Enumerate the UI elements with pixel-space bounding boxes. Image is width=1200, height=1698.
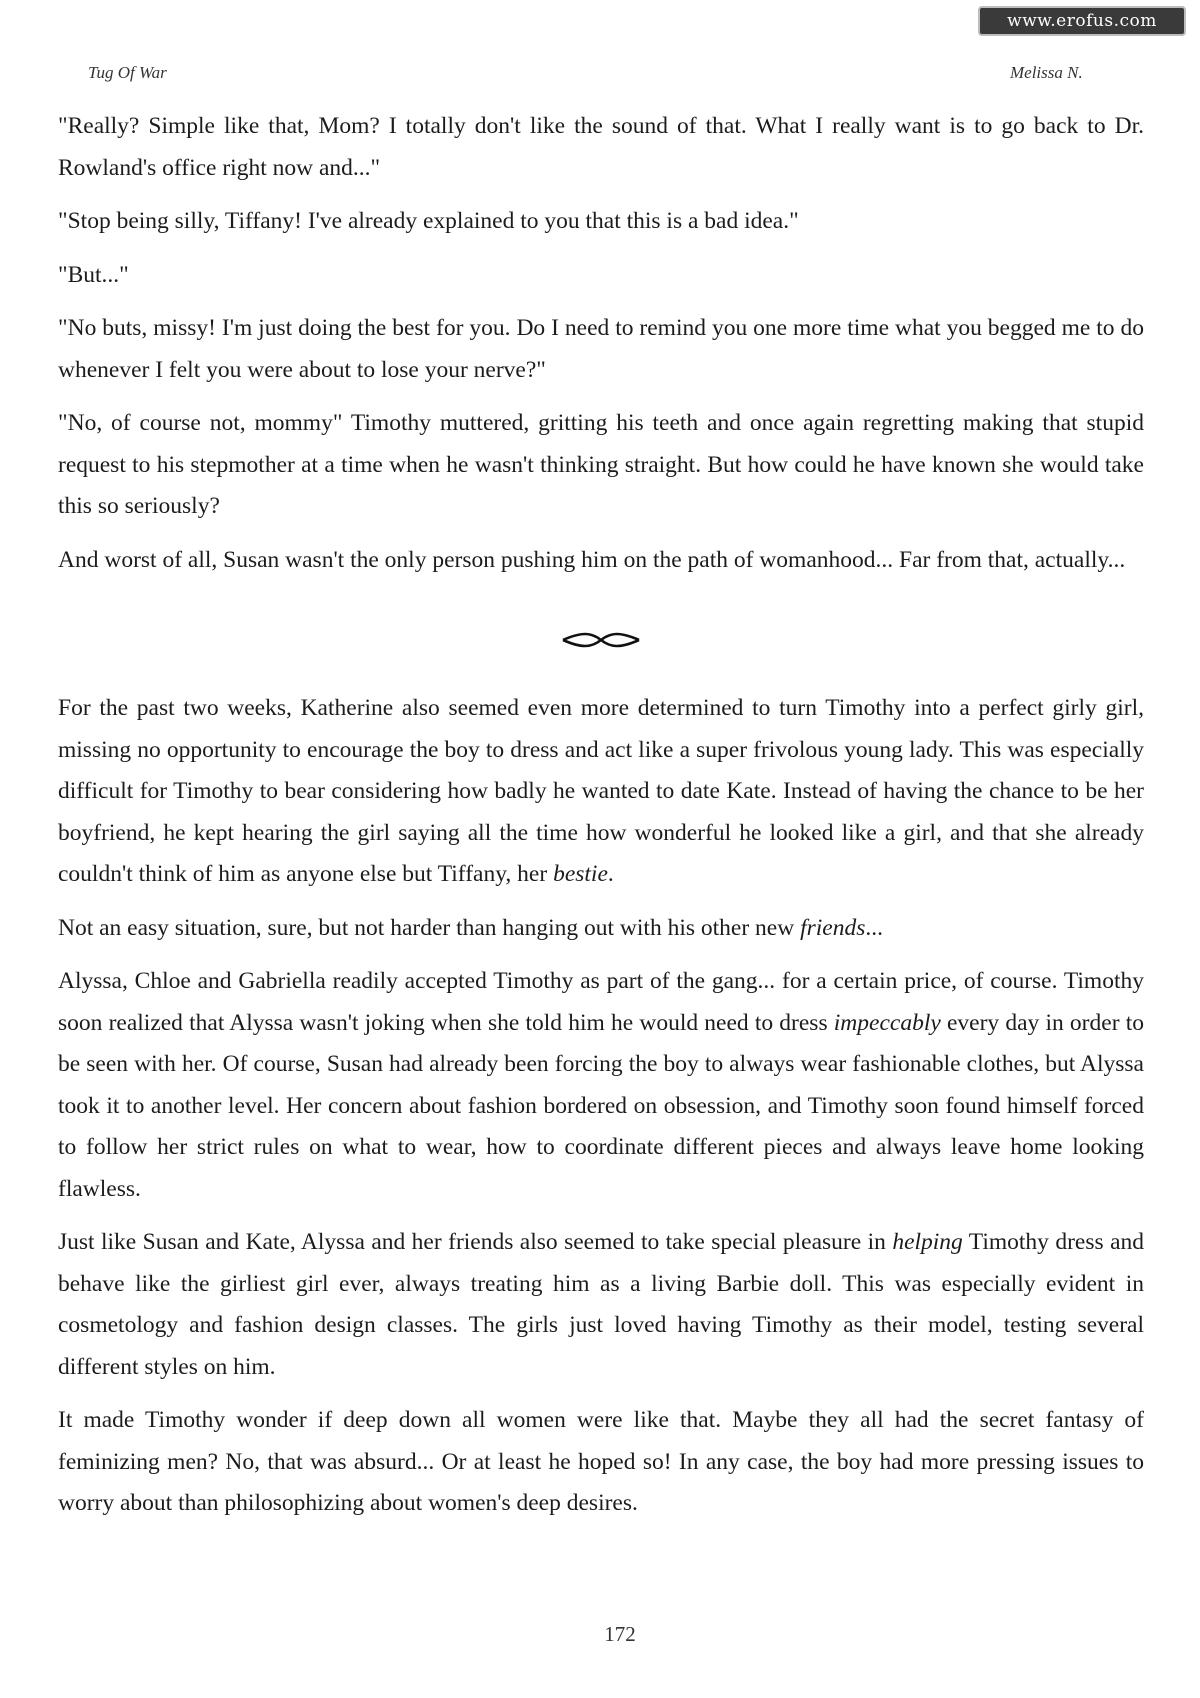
watermark: www.erofus.com — [978, 6, 1186, 36]
author-name: Melissa N. — [1010, 63, 1083, 82]
paragraph: For the past two weeks, Katherine also seemed even more determined to turn Timothy into a perfect girly girl, missing no opportunity to encourage the boy to dress and act like a super frivolous young lady. This was especially difficult for Timothy to bear considering how badly he wanted to date Kate. Instead of having the chance to be her boyfriend, he kept hearing the girl saying all the time how wonderful he looked like a girl, and that she already couldn't think of him as anyone else but Tiffany, her bestie. — [58, 695, 1144, 887]
section-break — [58, 593, 1144, 686]
emphasis: impeccably — [833, 1009, 941, 1036]
paragraph: It made Timothy wonder if deep down all women were like that. Maybe they all had the secret fantasy of feminizing men? No, that was absurd... Or at least he hoped so! In any case, the boy had more pressing issues to worry about than philosophizing about women's deep desires. — [58, 1407, 1144, 1516]
paragraph: Just like Susan and Kate, Alyssa and her friends also seemed to take special pleasure in helping Timothy dress and behave like the girliest girl ever, always treating him as a living Barbie doll. This was especially evident in cosmetology and fashion design classes. The girls just loved having Timothy as their model, testing several different styles on him. — [58, 1229, 1144, 1380]
page-body — [58, 106, 1144, 1537]
paragraph: "Stop being silly, Tiffany! I've already explained to you that this is a bad idea." — [58, 208, 799, 234]
paragraph: Alyssa, Chloe and Gabriella readily accepted Timothy as part of the gang... for a certain price, of course. Timothy soon realized that Alyssa wasn't joking when she told him he would need to dress impeccably every day in order to be seen with her. Of course, Susan had already been forcing the boy to always wear fashionable clothes, but Alyssa took it to another level. Her concern about fashion bordered on obsession, and Timothy soon found himself forced to follow her strict rules on what to wear, how to coordinate different pieces and always leave home looking flawless. — [58, 968, 1144, 1202]
scene-break-ornament-icon — [561, 629, 641, 651]
emphasis: bestie — [553, 861, 608, 887]
emphasis: friends — [800, 914, 866, 941]
paragraph: And worst of all, Susan wasn't the only person pushing him on the path of womanhood... Far from that, actually... — [58, 546, 1126, 573]
paragraph: "No, of course not, mommy" Timothy muttered, gritting his teeth and once again regretting making that stupid request to his stepmother at a time when he wasn't thinking straight. But how could he have known she would take this so seriously? — [58, 410, 1144, 519]
emphasis: helping — [892, 1229, 963, 1255]
page-number: 172 — [604, 1622, 636, 1646]
book-title: Tug Of War — [88, 63, 167, 82]
paragraph: "Really? Simple like that, Mom? I totally don't like the sound of that. What I really want is to go back to Dr. Rowland's office right now and..." — [58, 113, 1144, 181]
paragraph: Not an easy situation, sure, but not harder than hanging out with his other new friends... — [58, 914, 883, 941]
paragraph: "No buts, missy! I'm just doing the best for you. Do I need to remind you one more time what you begged me to do whenever I felt you were about to lose your nerve?" — [58, 315, 1144, 383]
paragraph: "But..." — [58, 261, 129, 288]
